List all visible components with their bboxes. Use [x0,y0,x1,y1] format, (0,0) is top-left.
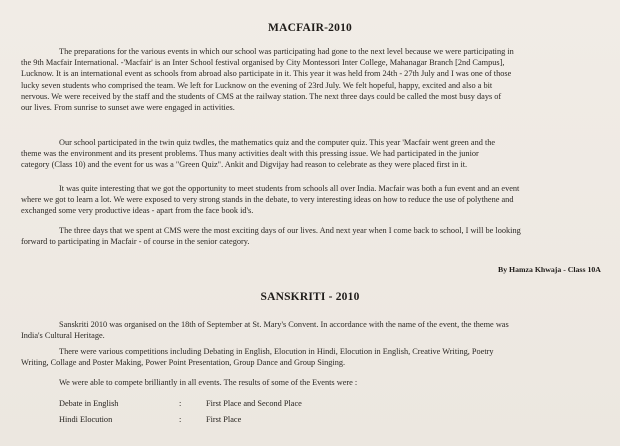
macfair-paragraph-2 [21,137,620,171]
text-line: exchanged some very productive ideas - apart from the face book id's. [21,206,254,216]
text-line: There were various competitions including Debating in English, Elocution in Hindi, Elocution in English, Creative Writing, Poetry [59,347,494,356]
text-line: The three days that we spent at CMS were the most exciting days of our lives. And next year when I come back to school, I will be looking [59,226,521,235]
sanskriti-paragraph-3 [21,377,620,388]
macfair-paragraph-3 [21,183,620,217]
text-line: lucky seven students who comprised the team. We left for Lucknow on the evening of 23rd July. We felt hopeful, happy, excited and also a bit [21,80,493,90]
text-line: forward to participating in Macfair - of course in the senior category. [21,237,250,247]
macfair-heading: MACFAIR-2010 [268,22,352,34]
text-line: We were able to compete brilliantly in all events. The results of some of the Events were : [59,378,358,387]
text-line: category (Class 10) and the event for us was a "Green Quiz". Ankit and Digvijay had reason to celebrate as they were placed first in it. [21,160,468,170]
result-event: Debate in English [59,399,119,408]
result-value: First Place [206,415,242,424]
result-separator: : [179,399,182,408]
text-line: Writing, Collage and Poster Making, Power Point Presentation, Group Dance and Group Singing. [21,358,346,368]
text-line: Lucknow. It is an international event as schools from abroad also participate in it. This year it was held from 24th - 27th July and I was one of those [21,69,512,79]
sanskriti-paragraph-1 [21,319,620,341]
text-line: where we got to learn a lot. We were exposed to very strong stands in the debate, to very interesting ideas on how to reduce the use of polythene and [21,195,514,205]
result-value: First Place and Second Place [206,399,302,408]
author-byline: By Hamza Khwaja - Class 10A [498,265,601,274]
macfair-paragraph-4 [21,225,620,247]
text-line: India's Cultural Heritage. [21,331,105,341]
text-line: Sanskriti 2010 was organised on the 18th of September at St. Mary's Convent. In accordance with the name of the event, the theme was [59,320,509,329]
sanskriti-paragraph-2 [21,346,620,368]
result-event: Hindi Elocution [59,415,113,424]
text-line: It was quite interesting that we got the opportunity to meet students from schools all over India. Macfair was both a fun event and an event [59,184,520,193]
macfair-paragraph-1 [21,46,620,113]
text-line: nervous. We were received by the staff and the students of CMS at the railway station. The next three days could be called the most busy days of [21,91,502,101]
sanskriti-heading: SANSKRITI - 2010 [260,291,360,303]
text-line: our lives. From sunrise to sunset awe were engaged in activities. [21,103,235,113]
text-line: theme was the environment and its present problems. Thus many activities dealt with this pressing issue. We had participated in the junior [21,149,479,159]
text-line: The preparations for the various events in which our school was participating had gone to the next level because we were participating in [59,47,514,56]
result-separator: : [179,415,182,424]
text-line: the 9th Macfair International. -'Macfair' is an Inter School festival organised by City Montessori Inter College, Mahanagar Branch [2nd Campus], [21,58,505,68]
text-line: Our school participated in the twin quiz twdles, the mathematics quiz and the computer quiz. This year 'Macfair went green and the [59,138,496,147]
